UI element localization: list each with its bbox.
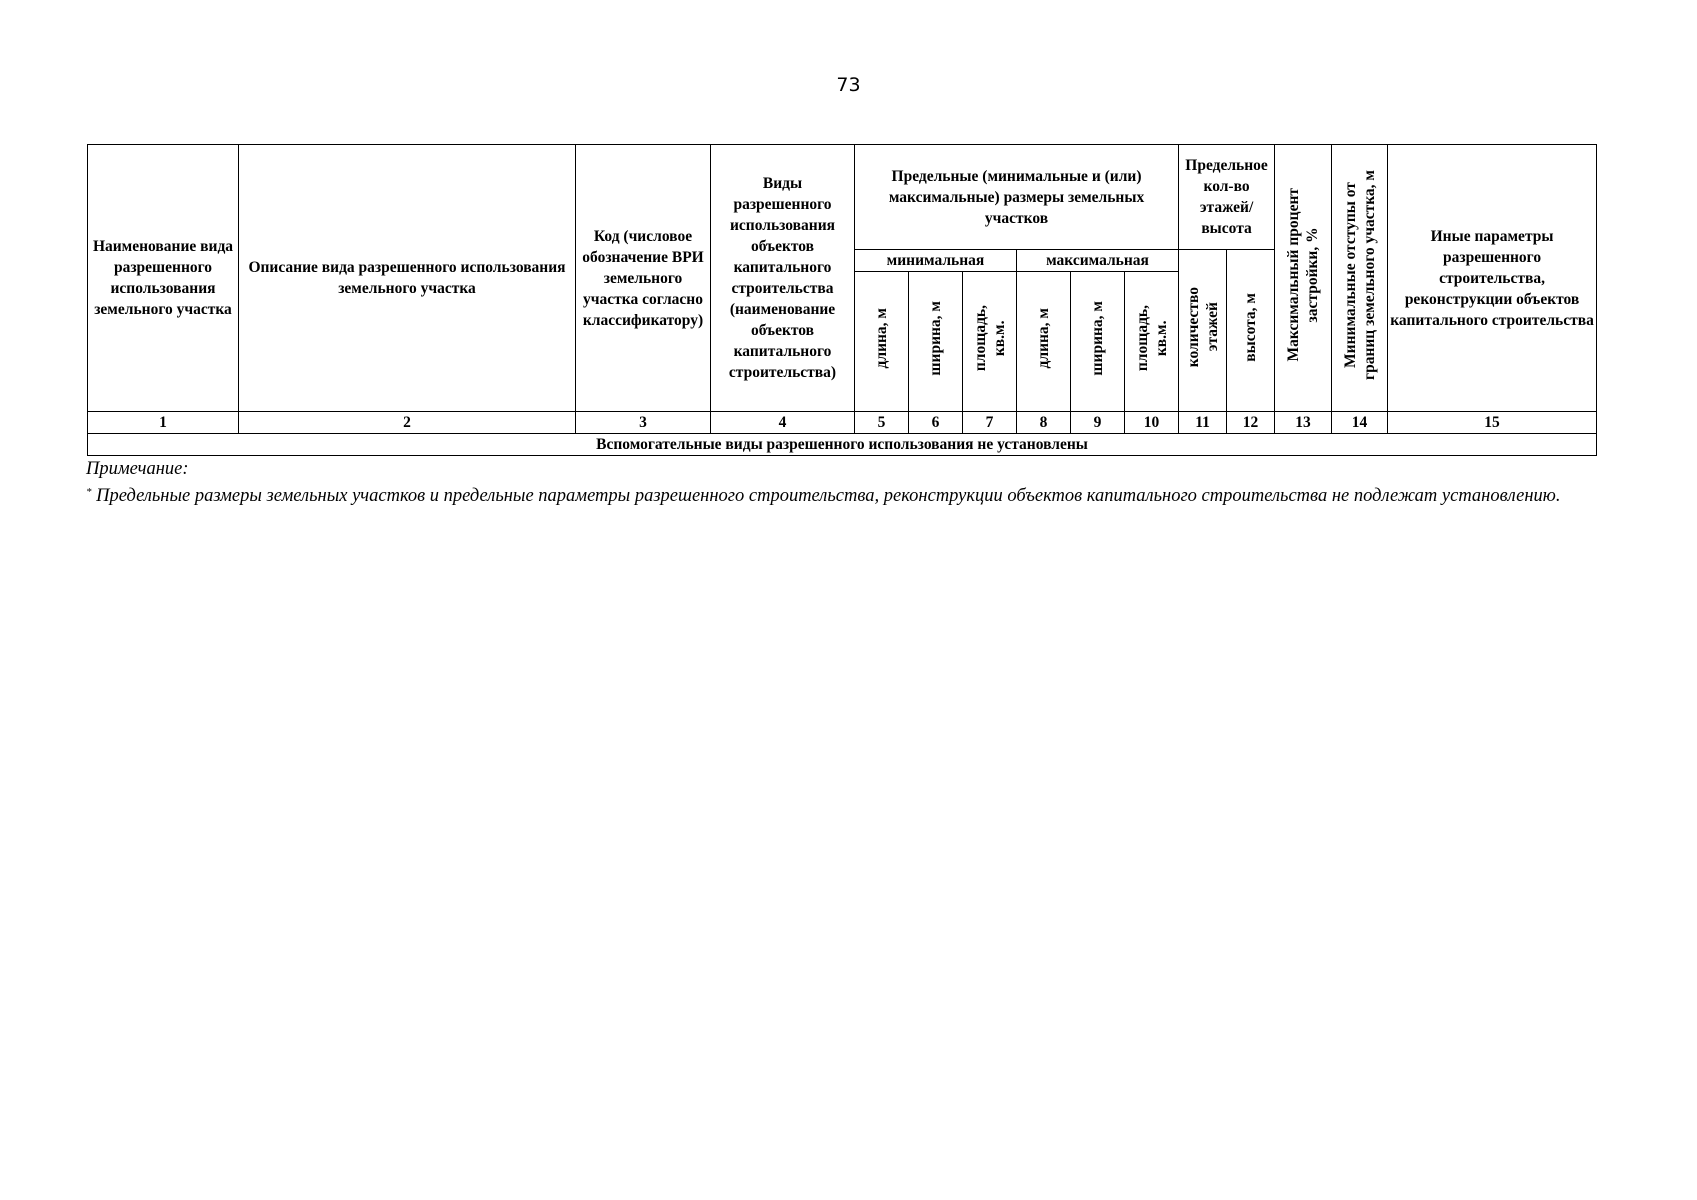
header-plot-sizes: Предельные (минимальные и (или) максимальные) размеры земельных участков [855, 145, 1179, 250]
column-number: 3 [576, 412, 711, 434]
header-max-area: площадь, кв.м. [1125, 272, 1179, 412]
header-max-width: ширина, м [1071, 272, 1125, 412]
header-max-length: длина, м [1017, 272, 1071, 412]
column-number: 2 [239, 412, 576, 434]
column-number: 5 [855, 412, 909, 434]
column-number: 9 [1071, 412, 1125, 434]
note-title: Примечание: [86, 459, 189, 479]
header-maximum: максимальная [1017, 250, 1179, 272]
column-number: 11 [1179, 412, 1227, 434]
header-min-setbacks: Минимальные отступы от границ земельного участка, м [1332, 145, 1388, 412]
header-min-width: ширина, м [909, 272, 963, 412]
header-capital-objects: Виды разрешенного использования объектов капитального строительства (наименование объектов капитального строительства) [711, 145, 855, 412]
header-classifier-code: Код (числовое обозначение ВРИ земельного участка согласно классификатору) [576, 145, 711, 412]
column-number: 12 [1227, 412, 1275, 434]
header-minimum: минимальная [855, 250, 1017, 272]
footnote-marker: * [86, 486, 92, 498]
header-use-description: Описание вида разрешенного использования земельного участка [239, 145, 576, 412]
header-height: высота, м [1227, 250, 1275, 412]
header-min-area: площадь, кв.м. [963, 272, 1017, 412]
column-number: 10 [1125, 412, 1179, 434]
auxiliary-uses-row: Вспомогательные виды разрешенного использования не установлены [88, 434, 1597, 456]
column-number: 6 [909, 412, 963, 434]
header-use-name: Наименование вида разрешенного использования земельного участка [88, 145, 239, 412]
note-body: Предельные размеры земельных участков и предельные параметры разрешенного строительства, реконструкции объектов капитального строительства не подлежат установлению. [96, 486, 1561, 506]
column-number: 1 [88, 412, 239, 434]
header-floor-count: количество этажей [1179, 250, 1227, 412]
column-number: 7 [963, 412, 1017, 434]
header-floors-height: Предельное кол-во этажей/ высота [1179, 145, 1275, 250]
header-other-parameters: Иные параметры разрешенного строительства, реконструкции объектов капитального строительства [1388, 145, 1597, 412]
header-max-building-percent: Максимальный процент застройки, % [1275, 145, 1332, 412]
note-text [86, 481, 1611, 508]
regulations-table [87, 144, 1597, 456]
column-number-row [88, 412, 1597, 434]
column-number: 15 [1388, 412, 1597, 434]
column-number: 4 [711, 412, 855, 434]
column-number: 13 [1275, 412, 1332, 434]
page-number: 73 [836, 74, 861, 96]
column-number: 8 [1017, 412, 1071, 434]
column-number: 14 [1332, 412, 1388, 434]
header-min-length: длина, м [855, 272, 909, 412]
